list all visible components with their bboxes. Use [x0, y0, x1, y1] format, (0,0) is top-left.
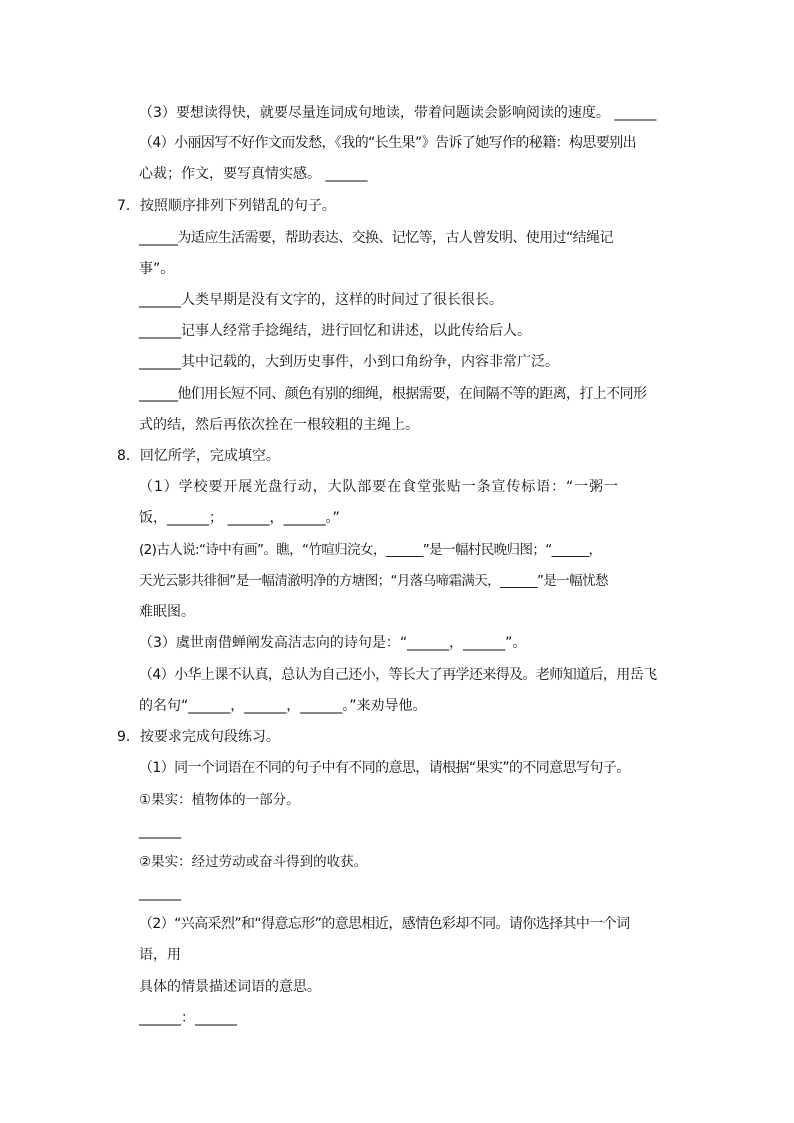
q9-item-2-line-3: 具体的情景描述词语的意思。: [139, 979, 321, 995]
q9-title: 9．按要求完成句段练习。: [117, 729, 280, 745]
q9-answer-blank-1: ______: [139, 823, 181, 839]
q6-item-3: （3）要想读得快，就要尽量连词成句地读，带着问题读会影响阅读的速度。 ______: [139, 105, 657, 121]
q8-item-2-line-3: 难眠图。: [139, 604, 195, 620]
q9-definition-1: ①果实：植物体的一部分。: [139, 792, 300, 808]
q7-sentence-1-line-2: 事”。: [139, 261, 175, 277]
q8-item-4-line-1: （4）小华上课不认真，总认为自己还小，等长大了再学还来得及。老师知道后，用岳飞: [139, 667, 657, 683]
q7-sentence-4: ______其中记载的，大到历史事件，小到口角纷争，内容非常广泛。: [139, 354, 559, 370]
q7-sentence-3: ______记事人经常手捻绳结，进行回忆和讲述，以此传给后人。: [139, 323, 531, 339]
q7-sentence-5-line-1: ______他们用长短不同、颜色有别的细绳，根据需要，在间隔不等的距离，打上不同形: [139, 386, 647, 402]
q8-title: 8．回忆所学，完成填空。: [117, 448, 280, 464]
q8-item-4-line-2: 的名句“______，______，______。”来劝导他。: [139, 698, 427, 714]
q9-item-2-line-2: 语，用: [139, 947, 181, 963]
q8-item-2-line-1: (2)古人说:“诗中有画”。瞧，“竹喧归浣女，______”是一幅村民晚归图；“______，: [139, 542, 602, 558]
q7-sentence-5-line-2: 式的结，然后再依次拴在一根较粗的主绳上。: [139, 417, 419, 433]
q6-item-4-line-1: （4）小丽因写不好作文而发愁，《我的“长生果”》告诉了她写作的秘籍：构思要别出: [139, 135, 637, 151]
q6-item-4-line-2: 心裁；作文，要写真情实感。 ______: [139, 166, 368, 182]
q8-item-1-line-2: 饭，______； ______，______。”: [139, 510, 340, 526]
q9-item-2-line-1: （2）“兴高采烈”和“得意忘形”的意思相近，感情色彩却不同。请你选择其中一个词: [139, 916, 630, 932]
q8-item-1-line-1: （1）学校要开展光盘行动，大队部要在食堂张贴一条宣传标语：“一粥一: [139, 479, 619, 495]
q7-sentence-2: ______人类早期是没有文字的，这样的时间过了很长很长。: [139, 292, 503, 308]
q9-answer-line: ______：______: [139, 1010, 237, 1026]
q7-sentence-1-line-1: ______为适应生活需要，帮助表达、交换、记忆等，古人曾发明、使用过“结绳记: [139, 230, 613, 246]
q8-item-3: （3）虞世南借蝉阐发高洁志向的诗句是：“______，______”。: [139, 635, 527, 651]
q8-item-2-line-2: 天光云影共徘徊”是一幅清澈明净的方塘图；“月落乌啼霜满天，______”是一幅忧愁: [139, 573, 608, 589]
q9-definition-2: ②果实：经过劳动或奋斗得到的收获。: [139, 854, 368, 870]
q9-item-1: （1）同一个词语在不同的句子中有不同的意思，请根据“果实”的不同意思写句子。: [139, 760, 630, 776]
q7-title: 7．按照顺序排列下列错乱的句子。: [117, 198, 336, 214]
q9-answer-blank-2: ______: [139, 885, 181, 901]
